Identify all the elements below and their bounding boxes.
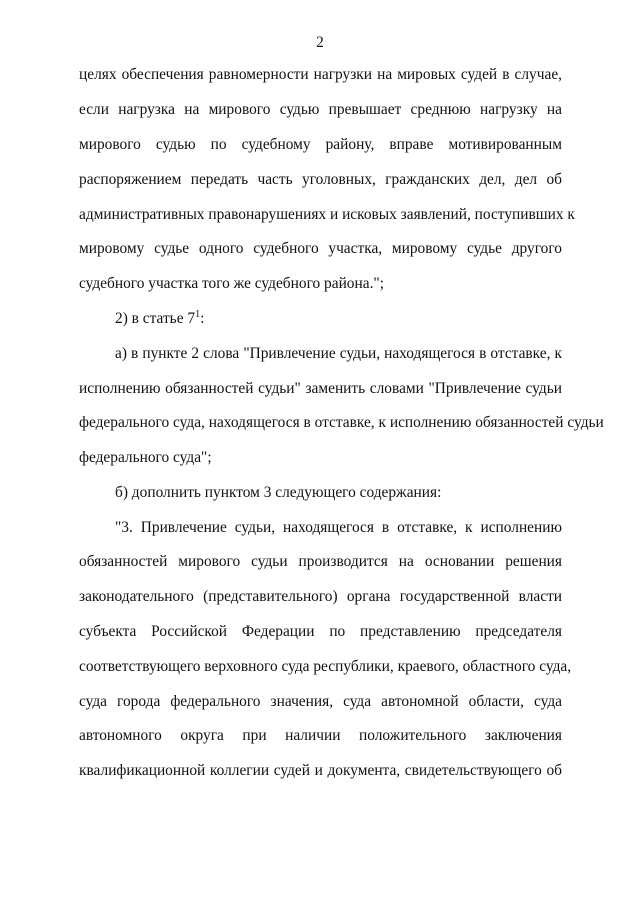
text-line: субъекта Российской Федерации по представлению председателя	[79, 623, 562, 640]
list-item-heading	[115, 310, 204, 328]
superscript: 1	[195, 309, 201, 320]
text-line: "3. Привлечение судьи, находящегося в отставке, к исполнению	[115, 519, 562, 536]
text-line: б) дополнить пунктом 3 следующего содержания:	[115, 484, 442, 501]
text-line: а) в пункте 2 слова "Привлечение судьи, находящегося в отставке, к	[115, 345, 562, 362]
text-line: административных правонарушениях и исковых заявлений, поступивших к	[79, 206, 575, 223]
page-number: 2	[316, 34, 324, 51]
text-line: распоряжением передать часть уголовных, гражданских дел, дел об	[79, 171, 562, 188]
text-line: суда города федерального значения, суда автономной области, суда	[79, 693, 562, 710]
text-line: федерального суда";	[79, 449, 212, 466]
text-line: мирового судью по судебному району, вправе мотивированным	[79, 136, 562, 153]
text-line: исполнению обязанностей судьи" заменить словами "Привлечение судьи	[79, 380, 562, 397]
text-line: обязанностей мирового судьи производится на основании решения	[79, 553, 562, 570]
text-line: соответствующего верховного суда республики, краевого, областного суда,	[79, 658, 572, 675]
text-line: целях обеспечения равномерности нагрузки на мировых судей в случае,	[79, 66, 562, 83]
text-line: законодательного (представительного) органа государственной власти	[79, 588, 562, 605]
text-span: 2) в статье 7	[115, 310, 196, 327]
text-line: автономного округа при наличии положительного заключения	[79, 727, 562, 744]
text-line: федерального суда, находящегося в отставке, к исполнению обязанностей судьи	[79, 414, 604, 431]
text-line: судебного участка того же судебного района.";	[79, 275, 384, 292]
text-line: если нагрузка на мирового судью превышает среднюю нагрузку на	[79, 101, 562, 118]
text-line: мировому судье одного судебного участка, мировому судье другого	[79, 240, 562, 257]
text-line: квалификационной коллегии судей и документа, свидетельствующего об	[79, 762, 562, 779]
text-span: :	[200, 310, 205, 327]
